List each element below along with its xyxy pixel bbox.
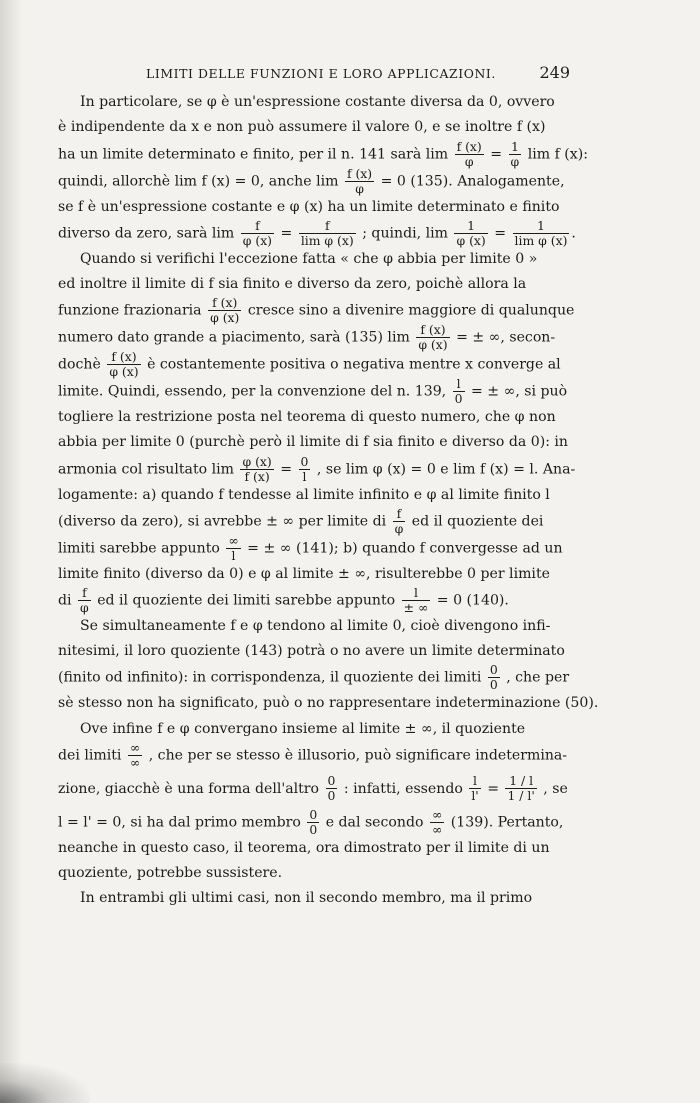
compound-fraction	[505, 775, 536, 802]
numerator: l	[453, 378, 465, 392]
denominator: 0	[454, 391, 463, 407]
fraction-f-over-phi	[345, 165, 374, 196]
text-segment: ha un limite determinato e finito, per il n. 141 sarà lim	[58, 146, 449, 163]
numerator: ∞	[431, 806, 443, 822]
text-line: è indipendente da x e non può assumere il valore 0, e se inoltre f (x)	[58, 119, 546, 136]
numerator: f (x)	[416, 324, 449, 338]
fraction-f-over-phi-x	[416, 324, 449, 351]
fraction-f-over-phi	[78, 587, 91, 614]
text-segment: lim f (x):	[527, 146, 588, 163]
text-line: ed inoltre il limite di f sia finito e diverso da zero, poichè allora la	[58, 276, 527, 293]
numerator: φ (x)	[242, 453, 272, 469]
text-line: se f è un'espressione costante e φ (x) ha un limite determinato e finito	[58, 198, 560, 215]
fraction-inf-over-inf	[128, 739, 142, 770]
text-segment: funzione frazionaria	[58, 302, 202, 319]
text-line: quoziente, potrebbe sussistere.	[58, 865, 283, 882]
numerator: l	[402, 587, 431, 601]
text-segment: ed il quoziente dei	[411, 513, 544, 530]
denominator: l'	[471, 788, 479, 804]
text-line	[58, 739, 570, 770]
text-line: limite finito (diverso da 0) e φ al limite ± ∞, risulterebbe 0 per limite	[58, 565, 550, 582]
text-segment: : infatti, essendo	[343, 780, 463, 797]
text-line	[58, 806, 570, 837]
text-line	[58, 324, 570, 351]
denominator: φ (x)	[109, 364, 139, 380]
fraction-l-over-pm-inf	[402, 587, 431, 614]
paragraph-4	[58, 717, 570, 742]
denominator: l	[302, 468, 307, 484]
fraction-f-over-lim-phi	[299, 217, 356, 248]
text-segment: (139). Pertanto,	[450, 814, 564, 831]
text-line	[58, 138, 588, 169]
numerator: ∞	[129, 739, 141, 755]
denominator: l	[231, 547, 236, 563]
numerator: 0	[309, 806, 318, 822]
numerator: f (x)	[107, 351, 140, 365]
text-segment: ed il quoziente dei limiti sarebbe appunto	[97, 592, 396, 609]
text-segment: cresce sino a divenire maggiore di qualunque	[247, 302, 575, 319]
fraction-1-over-phi	[509, 138, 522, 169]
denominator: φ (x)	[418, 337, 448, 353]
text-line	[58, 587, 570, 614]
fraction-0-over-0	[307, 806, 319, 837]
numerator: 0	[300, 453, 309, 469]
text-segment: = ± ∞ (141); b) quando f convergesse ad un	[247, 540, 563, 557]
text-line	[58, 453, 576, 484]
text-line: togliere la restrizione posta nel teorema di questo numero, che φ non	[58, 409, 556, 426]
text-line: Quando si verifichi l'eccezione fatta « che φ abbia per limite 0 »	[80, 250, 538, 267]
denominator: φ (x)	[210, 310, 240, 326]
fraction-f-over-phi-x	[208, 297, 241, 324]
fraction-0-over-l	[299, 453, 311, 484]
denominator: ∞	[431, 821, 443, 837]
text-line	[58, 532, 570, 563]
text-segment: = 0 (140).	[436, 592, 509, 609]
fraction-l-over-0	[453, 378, 465, 405]
denominator: 0	[489, 677, 498, 693]
equals-sign: =	[494, 225, 507, 242]
denominator: φ	[355, 180, 364, 196]
numerator: 0	[489, 662, 498, 678]
text-segment: (diverso da zero), si avrebbe ± ∞ per limite di	[58, 513, 387, 530]
numerator: f (x)	[208, 297, 241, 311]
fraction-f-over-phi-x	[241, 217, 274, 248]
numerator: f	[78, 587, 91, 601]
text-line: abbia per limite 0 (purchè però il limite di f sia finito e diverso da 0): in	[58, 434, 569, 451]
text-segment: (finito od infinito): in corrispondenza, il quoziente dei limiti	[58, 669, 482, 686]
text-segment: limite. Quindi, essendo, per la convenzione del n. 139,	[58, 383, 447, 400]
fraction-f-over-phi	[393, 505, 406, 536]
fraction-0-over-0	[326, 775, 338, 802]
text-line: sè stesso non ha significato, può o no rappresentare indeterminazione (50).	[58, 695, 599, 712]
numerator: f	[299, 220, 356, 234]
fraction-inf-over-inf	[430, 806, 444, 837]
equals-sign: =	[280, 225, 293, 242]
page-body	[58, 60, 599, 911]
text-segment: zione, giacchè è una forma dell'altro	[58, 780, 320, 797]
text-segment: = ± ∞, secon-	[456, 329, 556, 346]
denominator: f (x)	[244, 468, 270, 484]
numerator: f (x)	[346, 165, 373, 181]
text-segment: è costantemente positiva o negativa mentre x converge al	[147, 356, 561, 373]
denominator: φ (x)	[456, 232, 486, 248]
paragraph-5	[58, 886, 570, 911]
text-segment: , se lim φ (x) = 0 e lim f (x) = l. Ana-	[316, 461, 576, 478]
text-line	[58, 165, 570, 196]
text-segment: = 0 (135). Analogamente,	[380, 173, 565, 190]
numerator: 0	[327, 773, 336, 789]
numerator: 1 / l	[505, 775, 536, 789]
text-segment: dei limiti	[58, 747, 122, 764]
paragraph-3	[58, 614, 570, 639]
text-line	[58, 378, 570, 405]
denominator: 0	[309, 821, 318, 837]
fraction-l-over-l-prime	[469, 775, 480, 802]
numerator: 1	[509, 141, 522, 155]
text-segment: armonia col risultato lim	[58, 461, 234, 478]
numerator: l	[469, 775, 480, 789]
text-line	[58, 351, 570, 378]
text-segment: ; quindi, lim	[362, 225, 448, 242]
numerator: f	[393, 508, 406, 522]
denominator: lim φ (x)	[300, 232, 354, 248]
text-segment: di	[58, 592, 72, 609]
text-line	[58, 505, 570, 536]
text-line: nitesimi, il loro quoziente (143) potrà o no avere un limite determinato	[58, 643, 565, 660]
paragraph-2-cont	[58, 272, 576, 616]
denominator: ∞	[129, 754, 141, 770]
text-line	[58, 295, 575, 326]
text-line: diverso da zero, sarà lim $\frac{f}{\varphi (x)}$ = $\frac{f}{\text{lim φ (x)}}$ ; quindi, lim $\frac{1}{\varphi (x)}$ = $\frac{1}{\text{lim φ (x)}}$ .	[58, 217, 576, 248]
text-line	[58, 769, 570, 809]
fraction-0-over-0	[488, 664, 500, 691]
scan-edge	[0, 0, 22, 1103]
text-line: neanche in questo caso, il teorema, ora dimostrato per il limite di un	[58, 839, 550, 856]
denominator: ± ∞	[403, 600, 429, 616]
equals-sign: =	[487, 780, 499, 797]
text-segment: numero dato grande a piacimento, sarà (135) lim	[58, 329, 410, 346]
fraction-f-over-phi	[455, 138, 484, 169]
fraction-1-over-lim-phi	[513, 217, 570, 248]
denominator: φ	[510, 153, 520, 169]
denominator: lim φ (x)	[514, 232, 568, 248]
paragraph-2	[58, 247, 570, 272]
text-segment: quindi, allorchè lim f (x) = 0, anche lim	[58, 173, 339, 190]
numerator: f	[241, 220, 274, 234]
paragraph-1-cont	[58, 115, 588, 248]
text-line	[58, 664, 570, 691]
running-header	[146, 60, 570, 86]
denominator: φ	[394, 520, 404, 536]
text-line: logamente: a) quando f tendesse al limite infinito e φ al limite finito l	[58, 486, 550, 503]
paragraph-3-cont	[58, 639, 599, 716]
denominator: φ (x)	[242, 232, 273, 248]
header-title: LIMITI DELLE FUNZIONI E LORO APPLICAZIONI.	[146, 66, 496, 81]
text-segment: , se	[543, 780, 568, 797]
paragraph-1	[58, 90, 570, 115]
fraction-inf-over-l	[226, 532, 240, 563]
text-segment: limiti sarebbe appunto	[58, 540, 220, 557]
fraction-1-over-phi-x	[454, 217, 487, 248]
text-line: In entrambi gli ultimi casi, non il secondo membro, ma il primo	[80, 890, 533, 907]
text-segment: e dal secondo	[325, 814, 424, 831]
text-segment: , che per	[506, 669, 570, 686]
text-line: Se simultaneamente f e φ tendono al limite 0, cioè divengono infi-	[80, 618, 551, 635]
denominator: 0	[327, 788, 336, 804]
numerator: 1	[513, 220, 570, 234]
text-segment: , che per se stesso è illusorio, può significare indetermina-	[148, 747, 568, 764]
denominator: φ	[80, 600, 89, 616]
numerator: ∞	[228, 532, 239, 548]
scan-smudge	[0, 1063, 90, 1103]
fraction-phi-over-f	[240, 453, 273, 484]
fraction-f-over-phi-x	[107, 351, 140, 378]
text-segment: l = l' = 0, si ha dal primo membro	[58, 814, 301, 831]
equals-sign: =	[490, 146, 503, 163]
paragraph-4-cont	[58, 739, 570, 886]
numerator: 1	[454, 220, 487, 234]
text-segment: = ± ∞, si può	[471, 383, 568, 400]
text-segment: diverso da zero, sarà lim	[58, 225, 235, 242]
text-line: In particolare, se φ è un'espressione costante diversa da 0, ovvero	[80, 94, 555, 111]
numerator: f (x)	[456, 138, 482, 154]
denominator: 1 / l'	[507, 788, 535, 804]
page-number: 249	[539, 63, 570, 82]
text-line: Ove infine f e φ convergano insieme al limite ± ∞, il quoziente	[80, 720, 526, 737]
equals-sign: =	[280, 461, 293, 478]
denominator: φ	[464, 153, 474, 169]
text-segment: dochè	[58, 356, 101, 373]
